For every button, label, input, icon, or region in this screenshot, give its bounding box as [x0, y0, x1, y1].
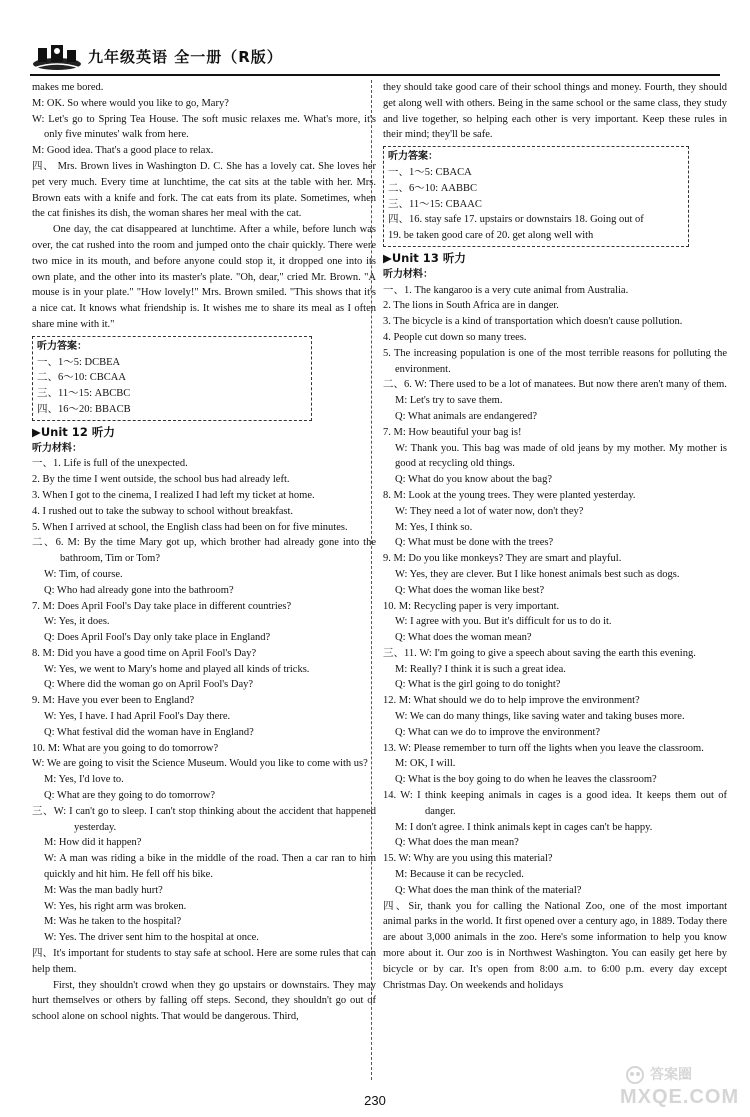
page-number: 230 [364, 1093, 386, 1108]
text-line: Q: What festival did the woman have in England? [44, 726, 254, 738]
book-character-logo-icon [30, 42, 84, 72]
text-line: M: Good idea. That's a good place to relax. [32, 145, 214, 157]
text-line: Q: What is the girl going to do tonight? [395, 679, 561, 691]
answer-box [383, 146, 689, 247]
text-line: Q: What must be done with the trees? [395, 537, 554, 549]
answer-line: 二、6～10: CBCAA [37, 372, 126, 384]
text-line: 9. M: Do you like monkeys? They are smart and playful. [383, 553, 622, 565]
text-line: M: Yes, I'd love to. [44, 774, 124, 786]
text-line: W: We can do many things, like saving water and taking buses more. [395, 711, 685, 723]
text-line: W: Let's go to Spring Tea House. The soft music relaxes me. What's more, it's only five minutes' walk from here. [32, 113, 376, 141]
watermark-bottom-text: MXQE.COM [620, 1086, 740, 1108]
text-line: 7. M: Does April Fool's Day take place in different countries? [32, 600, 292, 612]
watermark [620, 1062, 740, 1112]
text-line: W: Tim, of course. [44, 568, 123, 580]
text-line: Q: Where did the woman go on April Fool's Day? [44, 679, 254, 691]
text-line: 二、6. M: By the time Mary got up, which brother had already gone into the bathroom, Tim or Tom? [32, 537, 376, 565]
text-line: 15. W: Why are you using this material? [383, 853, 553, 865]
materials-title: 听力材料： [32, 442, 82, 454]
paragraph: they should take good care of their school things and money. Fourth, they should get along well with others. Being in the same school or the same class, they study and live together, so helping each other is very important. Keep these rules in their mind; they'll be safe. [383, 82, 727, 141]
paragraph: 四、 Mrs. Brown lives in Washington D. C. She has a lovely cat. She loves her pet very much. Every time at lunchtime, the cat sits at the table with her. Mrs. Brown eats with a knife and fork. The cat eats from its plate. Sometimes, when the cat finishes its dish, the woman shares her meal with the cat. [32, 160, 376, 220]
text-line: 5. The increasing population is one of the most terrible reasons for polluting the environment. [383, 347, 727, 375]
text-line: Q: What can we do to improve the environment? [395, 726, 601, 738]
text-line: 一、1. The kangaroo is a very cute animal from Australia. [383, 284, 629, 296]
text-line: Q: What do you know about the bag? [395, 474, 552, 486]
right-column [383, 80, 727, 993]
answers-title: 听力答案： [37, 340, 87, 352]
text-line: M: Was he taken to the hospital? [44, 916, 182, 928]
answers-title: 听力答案： [388, 151, 438, 163]
text-line: Q: What does the man mean? [395, 837, 519, 849]
text-line: Q: What animals are endangered? [395, 410, 538, 422]
text-line: W: We are going to visit the Science Museum. Would you like to come with us? [32, 758, 368, 770]
text-line: 5. When I arrived at school, the English class had been on for five minutes. [32, 521, 348, 533]
text-line: 三、11. W: I'm going to give a speech about saving the earth this evening. [383, 647, 696, 659]
text-line: 14. W: I think keeping animals in cages is a good idea. It keeps them out of danger. [383, 790, 727, 817]
text-line: 8. M: Did you have a good time on April Fool's Day? [32, 647, 257, 659]
text-line: W: I agree with you. But it's difficult for us to do it. [395, 616, 612, 628]
text-line: 二、6. W: There used to be a lot of manatees. But now there aren't many of them. [383, 379, 727, 391]
text-line: Q: What does the woman mean? [395, 632, 532, 644]
text-line: 3. The bicycle is a kind of transportation which doesn't cause pollution. [383, 316, 683, 328]
text-line: W: A man was riding a bike in the middle of the road. Then a car ran to him quickly and hit him. He fell off his bike. [44, 853, 376, 881]
answer-line: 四、16. stay safe 17. upstairs or downstairs 18. Going out of [388, 214, 644, 226]
text-line: M: OK, I will. [395, 758, 456, 770]
text-line: M: Was the man badly hurt? [44, 884, 163, 896]
answer-line: 一、1～5: DCBEA [37, 356, 121, 368]
text-line: 2. The lions in South Africa are in danger. [383, 300, 559, 312]
text-line: M: Really? I think it is such a great idea. [395, 663, 566, 675]
text-line: W: Yes. The driver sent him to the hospital at once. [44, 932, 259, 944]
text-line: 9. M: Have you ever been to England? [32, 695, 195, 707]
text-line: M: How did it happen? [44, 837, 142, 849]
text-line: 4. I rushed out to take the subway to school without breakfast. [32, 505, 293, 517]
text-line: 10. M: What are you going to do tomorrow? [32, 742, 219, 754]
unit-title: ▶Unit 12 听力 [32, 424, 115, 439]
header-title: 九年级英语 全一册（R版） [88, 48, 283, 66]
owl-watermark-icon [624, 1064, 646, 1084]
text-line: 2. By the time I went outside, the school bus had already left. [32, 474, 290, 486]
text-line: 13. W: Please remember to turn off the lights when you leave the classroom. [383, 742, 704, 754]
text-line: W: Yes, we went to Mary's home and played all kinds of tricks. [44, 663, 310, 675]
text-line: Q: Does April Fool's Day only take place in England? [44, 632, 271, 644]
materials-title: 听力材料： [383, 268, 433, 280]
text-line: M: Let's try to save them. [395, 395, 503, 407]
text-line: 3. When I got to the cinema, I realized I had left my ticket at home. [32, 489, 315, 501]
answer-box [32, 336, 312, 421]
page-header [30, 42, 720, 76]
text-line: 三、W: I can't go to sleep. I can't stop thinking about the accident that happened yesterday. [32, 805, 376, 833]
answer-line: 三、11～15: CBAAC [388, 198, 482, 210]
text-line: M: I don't agree. I think animals kept in cages can't be happy. [395, 821, 653, 833]
answer-line: 一、1～5: CBACA [388, 166, 472, 178]
watermark-top-text: 答案圈 [650, 1066, 692, 1082]
paragraph: First, they shouldn't crowd when they go upstairs or downstairs. They may hurt themselves or others by falling off steps. Second, they shouldn't go out of school alone on school nights. That would be dangerous. Third, [32, 979, 376, 1023]
text-line: 4. People cut down so many trees. [383, 331, 527, 343]
text-line: W: Yes, I have. I had April Fool's Day there. [44, 711, 231, 723]
text-line: W: Yes, it does. [44, 616, 110, 628]
text-line: Q: Who had already gone into the bathroom? [44, 584, 234, 596]
answer-line: 四、16～20: BBACB [37, 403, 131, 415]
text-line: Q: What are they going to do tomorrow? [44, 790, 215, 802]
text-line: M: OK. So where would you like to go, Mary? [32, 97, 229, 109]
text-line: M: Yes, I think so. [395, 521, 473, 533]
text-line: makes me bored. [32, 82, 104, 93]
unit-title: ▶Unit 13 听力 [383, 250, 466, 265]
text-line: 7. M: How beautiful your bag is! [383, 426, 522, 438]
header-rule [30, 74, 720, 76]
answer-line: 19. be taken good care of 20. get along well with [388, 230, 594, 242]
text-line: Q: What does the man think of the material? [395, 884, 582, 896]
paragraph: 四、Sir, thank you for calling the National Zoo, one of the most important animal parks in the world. It first opened over a century ago, in 1889. Today there are about 3,000 animals in the zoo. Here's some information to help you know more about it. Our zoo is in Northwest Washington. You can easily get here by bicycle or by car. It's open from 8:00 a.m. to 6:00 p.m. every day except Christmas Day. On weekends and holidays [383, 900, 727, 991]
paragraph: One day, the cat disappeared at lunchtime. After a while, before lunch was over, the cat rushed into the room and jumped onto the chair quickly. There were two mice in its mouth, and before anyone could stop it, it dropped one into its own plate, and the other into its master's plate. "Oh, dear," cried Mr. Brown. "A mouse is in your plate." "How lovely!" Mrs. Brown smiled. "This shows that it's a nice cat. It knows what friendship is. It wishes me to share its meal as I often share mine with it." [32, 224, 376, 330]
text-line: 12. M: What should we do to help improve the environment? [383, 695, 640, 707]
text-line: W: Yes, they are clever. But I like honest animals best such as dogs. [395, 568, 680, 580]
paragraph: 四、It's important for students to stay safe at school. Here are some rules that can help them. [32, 948, 376, 975]
text-line: 8. M: Look at the young trees. They were planted yesterday. [383, 489, 636, 501]
text-line: Q: What is the boy going to do when he leaves the classroom? [395, 774, 657, 786]
text-line: W: They need a lot of water now, don't they? [395, 505, 584, 517]
text-line: M: Because it can be recycled. [395, 869, 524, 881]
text-line: 一、1. Life is full of the unexpected. [32, 458, 188, 470]
text-line: W: Thank you. This bag was made of old jeans by my mother. My mother is good at recycling old things. [395, 442, 727, 470]
text-line: Q: What does the woman like best? [395, 584, 545, 596]
answer-line: 二、6～10: AABBC [388, 182, 477, 194]
text-line: W: Yes, his right arm was broken. [44, 900, 187, 912]
left-column [32, 80, 376, 1025]
answer-line: 三、11～15: ABCBC [37, 388, 131, 400]
text-line: 10. M: Recycling paper is very important. [383, 600, 560, 612]
